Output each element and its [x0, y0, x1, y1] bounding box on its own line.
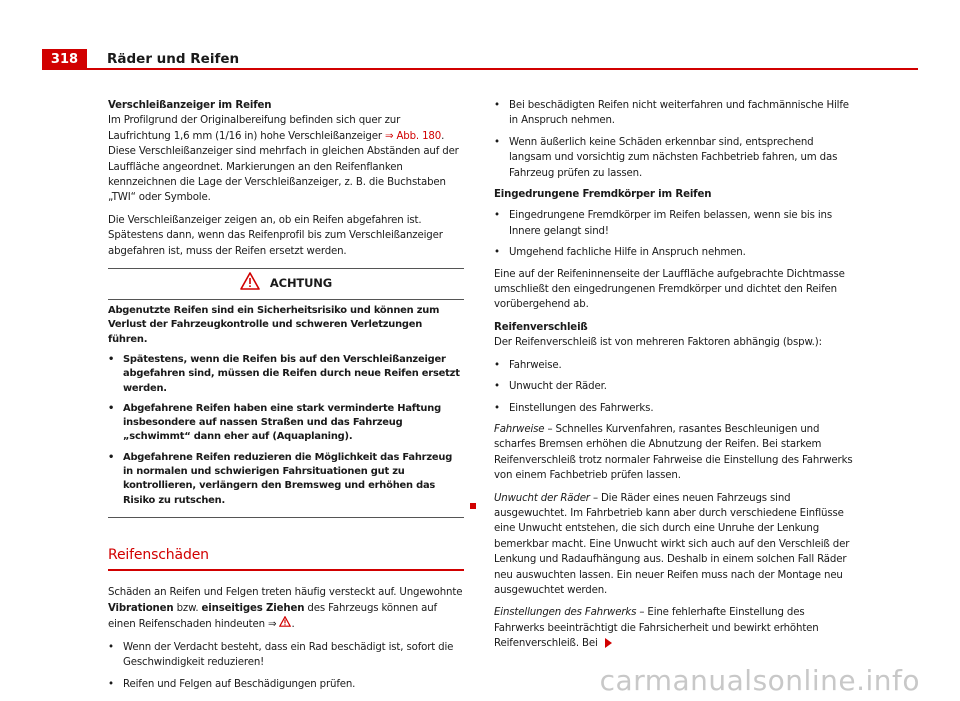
paragraph-unwucht — [494, 491, 854, 599]
bold-text: Vibrationen — [108, 602, 174, 614]
bullet-icon: • — [494, 402, 500, 414]
paragraph-faktoren: Der Reifenverschleiß ist von mehreren Faktoren abhängig (bspw.): — [494, 337, 822, 349]
text-segment: des Fahrzeugs können auf einen Reifenschaden hindeuten ⇒ — [108, 602, 437, 631]
bullet-icon: • — [494, 359, 500, 371]
bullet-text: Umgehend fachliche Hilfe in Anspruch nehmen. — [509, 247, 746, 259]
text-segment: . — [291, 619, 295, 631]
list-item — [108, 640, 464, 671]
section-title: Reifenschäden — [108, 548, 464, 571]
bullet-text: Einstellungen des Fahrwerks. — [509, 402, 654, 414]
bullet-icon: • — [494, 100, 500, 111]
page-number: 318 — [42, 49, 87, 69]
warning-reference-icon[interactable] — [279, 616, 291, 632]
text-segment: – Eine fehlerhafte Einstellung des Fahrwerks beeinträchtigt die Fahrsicherheit und bewirkt erhöhten Reifenverschleiß. Bei — [494, 607, 819, 650]
list-item — [494, 135, 854, 181]
bullet-text: Unwucht der Räder. — [509, 381, 607, 393]
list-item — [494, 401, 854, 416]
warning-body — [108, 300, 464, 508]
italic-term: Einstellungen des Fahrwerks — [494, 607, 637, 619]
page-title: Räder und Reifen — [107, 51, 240, 67]
bullet-icon: • — [494, 381, 500, 393]
bold-text: einseitiges Ziehen — [201, 602, 305, 614]
figure-link[interactable]: ⇒ Abb. 180 — [384, 130, 442, 142]
bullet-text: Fahrweise. — [509, 359, 562, 371]
right-column — [494, 98, 854, 659]
text-segment: Schäden an Reifen und Felgen treten häufig versteckt auf. Ungewohnte — [108, 587, 463, 599]
bullet-text: Abgefahrene Reifen reduzieren die Möglichkeit das Fahrzeug in normalen und schwierigen Fahrsituationen gut zu kontrollieren, verlängern den Bremsweg und erhöhen das Risiko zu rutschen. — [123, 451, 453, 506]
bullet-icon: • — [108, 641, 114, 653]
warning-title: ACHTUNG — [269, 276, 333, 291]
bullet-icon: • — [108, 402, 115, 414]
text-segment: – Die Räder eines neuen Fahrzeugs sind ausgewuchtet. Im Fahrbetrieb kann aber durch verschiedene Einflüsse eine Unwucht entstehen, die sich durch eine Unruhe der Lenkung bemerkbar macht. Eine Unwucht wirkt sich auch auf den Verschleiß der Lenkung und Radaufhängung aus. Deshalb in einem solchen Fall Räder neu auswuchten lassen. Ein neuer Reifen muss nach der Montage neu ausgewuchtet werden. — [494, 492, 850, 596]
bullet-icon: • — [108, 451, 115, 463]
heading-verschleissanzeiger: Verschleißanzeiger im Reifen — [108, 100, 272, 111]
bullet-text: Spätestens, wenn die Reifen bis auf den Verschleißanzeiger abgefahren sind, müssen die Reifen durch neue Reifen ersetzt werden. — [123, 353, 460, 394]
list-item — [494, 208, 854, 239]
warning-triangle-icon — [240, 272, 260, 295]
paragraph-verschleiss-info: Die Verschleißanzeiger zeigen an, ob ein Reifen abgefahren ist. Spätestens dann, wenn das Reifenprofil bis zum Verschleißanzeiger abgefahren ist, muss der Reifen ersetzt werden. — [108, 214, 443, 257]
paragraph-verschleissanzeiger — [108, 113, 464, 205]
warning-bullet — [108, 402, 464, 445]
continue-arrow-icon[interactable] — [605, 638, 612, 648]
bullet-icon: • — [494, 247, 500, 259]
warning-box — [108, 268, 464, 518]
paragraph-reifenschaeden — [108, 585, 464, 632]
paragraph-fahrweise — [494, 422, 854, 484]
bullet-text: Bei beschädigten Reifen nicht weiterfahren und fachmännische Hilfe in Anspruch nehmen. — [509, 100, 849, 127]
header-divider — [42, 68, 918, 70]
bullet-icon: • — [494, 210, 500, 222]
left-column — [108, 98, 464, 698]
paragraph-dichtmasse: Eine auf der Reifeninnenseite der Lauffläche aufgebrachte Dichtmasse umschließt den eingedrungenen Fremdkörper und dichtet den Reifen vorübergehend ab. — [494, 268, 845, 311]
watermark: carmanualsonline.info — [599, 664, 920, 697]
list-item — [494, 379, 854, 394]
bullet-icon: • — [108, 353, 115, 365]
list-item — [494, 98, 854, 129]
bullet-icon: • — [108, 678, 114, 690]
bullet-text: Eingedrungene Fremdkörper im Reifen belassen, wenn sie bis ins Innere gelangt sind! — [509, 210, 833, 237]
heading-fremdkoerper: Eingedrungene Fremdkörper im Reifen — [494, 189, 712, 201]
bullet-text: Wenn der Verdacht besteht, dass ein Rad beschädigt ist, sofort die Geschwindigkeit reduzieren! — [123, 641, 454, 669]
paragraph-fahrwerk — [494, 605, 854, 651]
warning-intro: Abgenutzte Reifen sind ein Sicherheitsrisiko und können zum Verlust der Fahrzeugkontrolle und schweren Verletzungen führen. — [108, 305, 440, 345]
list-item — [494, 245, 854, 260]
list-item — [494, 358, 854, 373]
text-segment: Im Profilgrund der Originalbereifung befinden sich quer zur Laufrichtung 1,6 mm (1/16 in) hohe Verschleißanzeiger — [108, 115, 401, 142]
bullet-text: Abgefahrene Reifen haben eine stark verminderte Haftung insbesondere auf nassen Straßen und das Fahrzeug „schwimmt“ dann eher auf (Aquaplaning). — [123, 402, 441, 443]
text-segment: . Diese Verschleißanzeiger sind mehrfach in gleichen Abständen auf der Lauffläche angeordnet. Markierungen an den Reifenflanken kennzeichnen die Lage der Verschleißanzeiger, z. B. die Buchstaben „TWI“ oder Symbole. — [108, 130, 459, 204]
warning-bullet — [108, 451, 464, 508]
text-segment: bzw. — [173, 602, 202, 614]
warning-bullet — [108, 353, 464, 396]
heading-reifenverschleiss: Reifenverschleiß — [494, 321, 588, 333]
bullet-icon: • — [494, 136, 500, 148]
list-item — [108, 677, 464, 692]
bullet-text: Reifen und Felgen auf Beschädigungen prüfen. — [123, 678, 356, 690]
text-segment: – Schnelles Kurvenfahren, rasantes Beschleunigen und scharfes Bremsen erhöhen die Abnutzung der Reifen. Bei starkem Reifenverschleiß trotz normaler Fahrweise die Einstellung des Fahrwerks von einem Fachbetrieb prüfen lassen. — [494, 423, 853, 482]
bullet-text: Wenn äußerlich keine Schäden erkennbar sind, entsprechend langsam und vorsichtig zum nächsten Fachbetrieb fahren, um das Fahrzeug prüfen zu lassen. — [509, 136, 838, 179]
italic-term: Fahrweise — [494, 423, 545, 435]
italic-term: Unwucht der Räder — [494, 492, 590, 504]
end-marker-icon — [470, 503, 476, 509]
warning-header — [108, 269, 464, 300]
